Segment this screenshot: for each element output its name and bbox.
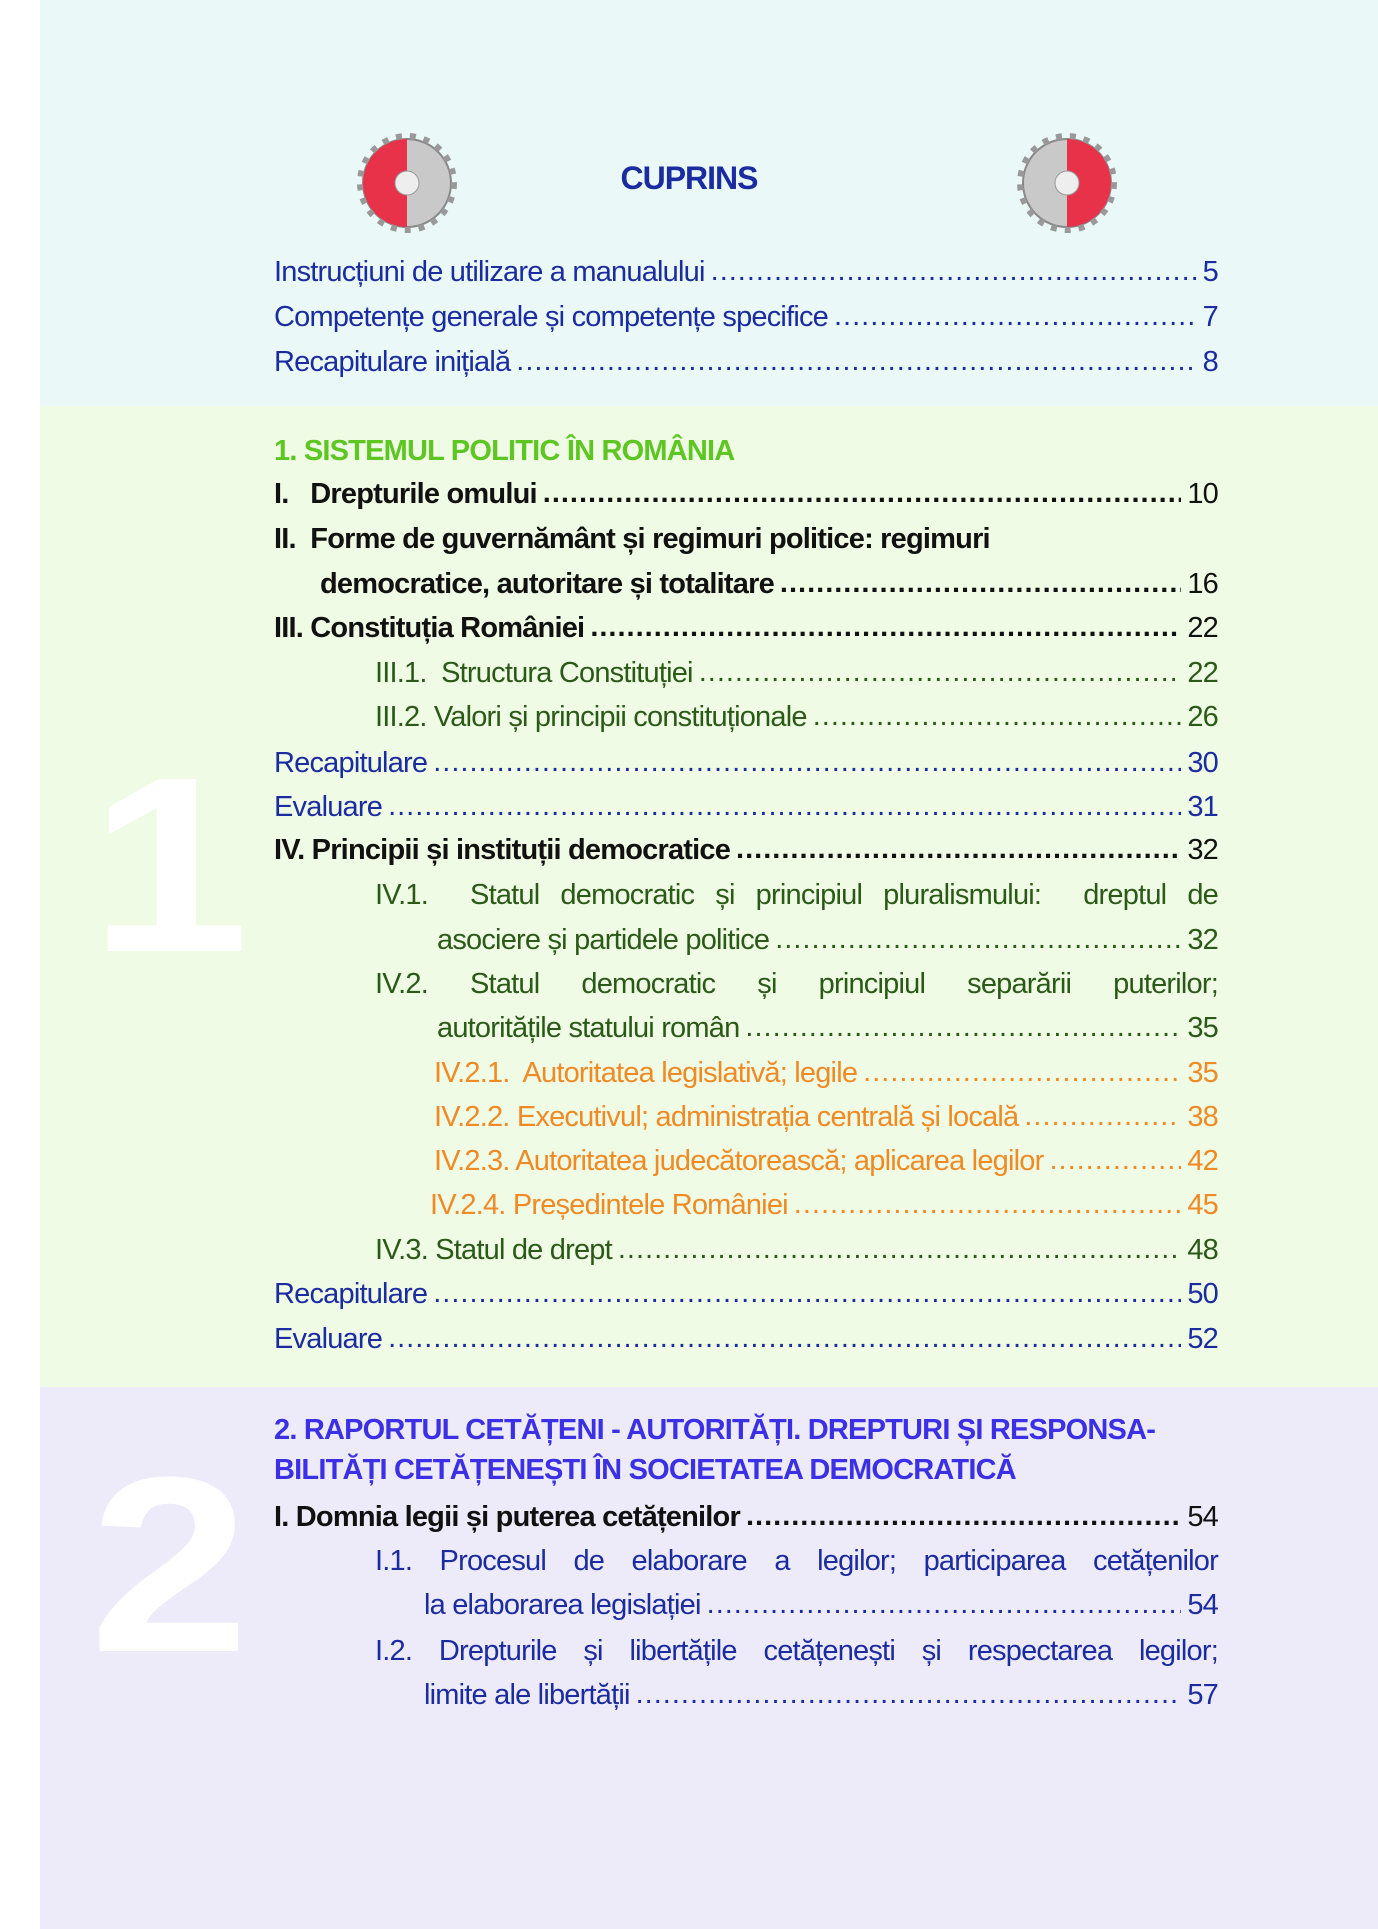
dot-leader [707, 1585, 1182, 1625]
page-number: 31 [1187, 791, 1218, 823]
entry-label: autoritățile statului român [437, 1012, 740, 1044]
dot-leader [388, 1319, 1181, 1359]
page-number: 5 [1202, 256, 1218, 288]
entry-label: Evaluare [274, 791, 383, 823]
toc-entry[interactable] [437, 920, 1218, 960]
toc-entry[interactable] [274, 1319, 1218, 1359]
entry-label: Competențe generale și competențe specifice [274, 301, 828, 333]
toc-entry[interactable] [274, 252, 1218, 292]
unit2-number: 2 [89, 1425, 250, 1704]
page-number: 50 [1187, 1278, 1218, 1310]
page-number: 8 [1202, 346, 1218, 378]
page-number: 54 [1187, 1501, 1218, 1533]
entry-label: IV.2.3. Autoritatea judecătorească; aplicarea legilor [434, 1145, 1044, 1177]
dot-leader [516, 342, 1196, 382]
entry-label: IV. Principii și instituții democratice [274, 834, 731, 866]
toc-entry[interactable] [375, 653, 1218, 693]
dot-leader [736, 830, 1181, 870]
toc-entry[interactable] [375, 875, 1218, 915]
entry-label: limite ale libertății [424, 1679, 630, 1711]
entry-label: IV.1. Statul democratic și principiul pluralismului: dreptul de [375, 879, 1218, 911]
unit1-number: 1 [89, 725, 250, 1004]
page-number: 10 [1187, 478, 1218, 510]
toc-entry[interactable] [375, 964, 1218, 1004]
entry-label: IV.3. Statul de drept [375, 1234, 612, 1266]
entry-label: IV.2. Statul democratic și principiul separării puterilor; [375, 968, 1218, 1000]
entry-label: II. Forme de guvernământ și regimuri politice: regimuri [274, 523, 990, 555]
toc-entry[interactable] [320, 564, 1218, 604]
page-number: 45 [1187, 1189, 1218, 1221]
entry-label: asociere și partidele politice [437, 924, 770, 956]
toc-entry[interactable] [375, 1230, 1218, 1270]
heading-label: 2. RAPORTUL CETĂȚENI - AUTORITĂȚI. DREPTURI ȘI RESPONSA- [274, 1414, 1156, 1446]
toc-entry[interactable] [274, 297, 1218, 337]
toc-entry[interactable] [274, 830, 1218, 870]
entry-label: III.2. Valori și principii constituționale [375, 701, 807, 733]
dot-leader [813, 697, 1182, 737]
toc-entry[interactable] [434, 1141, 1218, 1181]
dot-leader [794, 1185, 1182, 1225]
toc-entry[interactable] [375, 697, 1218, 737]
page-number: 26 [1187, 701, 1218, 733]
dot-leader [388, 787, 1181, 827]
entry-label: IV.2.1. Autoritatea legislativă; legile [434, 1057, 858, 1089]
dot-leader [699, 653, 1182, 693]
toc-entry[interactable] [434, 1097, 1218, 1137]
entry-label: la elaborarea legislației [424, 1589, 701, 1621]
heading-label: 1. SISTEMUL POLITIC ÎN ROMÂNIA [274, 435, 735, 467]
page-number: 22 [1187, 612, 1218, 644]
page-number: 54 [1187, 1589, 1218, 1621]
toc-entry[interactable] [274, 1274, 1218, 1314]
page-number: 52 [1187, 1323, 1218, 1355]
entry-label: Recapitulare inițială [274, 346, 511, 378]
entry-label: IV.2.2. Executivul; administrația centrală și locală [434, 1101, 1019, 1133]
dot-leader [745, 1008, 1181, 1048]
toc-entry[interactable] [274, 519, 1218, 559]
heading-label: BILITĂȚI CETĂȚENEȘTI ÎN SOCIETATEA DEMOCRATICĂ [274, 1454, 1016, 1486]
page-title: CUPRINS [620, 160, 758, 196]
entry-label: IV.2.4. Președintele României [430, 1189, 788, 1221]
entry-label: Instrucțiuni de utilizare a manualului [274, 256, 705, 288]
page-number: 35 [1187, 1012, 1218, 1044]
entry-label: III.1. Structura Constituției [375, 657, 693, 689]
dot-leader [433, 1274, 1181, 1314]
page-number: 22 [1187, 657, 1218, 689]
page-number: 32 [1187, 924, 1218, 956]
dot-leader [746, 1497, 1181, 1537]
toc-entry[interactable] [274, 342, 1218, 382]
entry-label: democratice, autoritare și totalitare [320, 568, 774, 600]
dot-leader [863, 1053, 1181, 1093]
entry-label: I.1. Procesul de elaborare a legilor; participarea cetățenilor [375, 1545, 1218, 1577]
gear-puzzle-icon [1012, 128, 1122, 238]
page-number: 42 [1187, 1145, 1218, 1177]
entry-label: III. Constituția României [274, 612, 585, 644]
toc-entry[interactable] [375, 1631, 1218, 1671]
entry-label: I. Domnia legii și puterea cetățenilor [274, 1501, 740, 1533]
entry-label: Recapitulare [274, 1278, 428, 1310]
page-number: 57 [1187, 1679, 1218, 1711]
toc-entry[interactable] [274, 474, 1218, 514]
page-number: 30 [1187, 747, 1218, 779]
dot-leader [711, 252, 1197, 292]
dot-leader [1024, 1097, 1181, 1137]
unit2-heading-cont[interactable] [274, 1450, 1218, 1490]
unit1-heading[interactable] [274, 431, 1218, 471]
page-number: 32 [1187, 834, 1218, 866]
page-number: 48 [1187, 1234, 1218, 1266]
dot-leader [433, 743, 1181, 783]
toc-entry[interactable] [274, 743, 1218, 783]
dot-leader [780, 564, 1181, 604]
toc-entry[interactable] [434, 1053, 1218, 1093]
toc-entry[interactable] [424, 1585, 1218, 1625]
entry-label: Recapitulare [274, 747, 428, 779]
dot-leader [1049, 1141, 1181, 1181]
toc-entry[interactable] [430, 1185, 1218, 1225]
entry-label: I.2. Drepturile și libertățile cetățenești și respectarea legilor; [375, 1635, 1218, 1667]
toc-entry[interactable] [274, 787, 1218, 827]
dot-leader [775, 920, 1181, 960]
unit2-heading[interactable] [274, 1410, 1208, 1450]
page-number: 7 [1202, 301, 1218, 333]
toc-entry[interactable] [424, 1675, 1218, 1715]
dot-leader [636, 1675, 1182, 1715]
toc-entry[interactable] [375, 1541, 1218, 1581]
dot-leader [543, 474, 1182, 514]
dot-leader [834, 297, 1197, 337]
toc-entry[interactable] [274, 1497, 1218, 1537]
toc-entry[interactable] [437, 1008, 1218, 1048]
toc-entry[interactable] [274, 608, 1218, 648]
page-number: 35 [1187, 1057, 1218, 1089]
page-number: 38 [1187, 1101, 1218, 1133]
entry-label: Evaluare [274, 1323, 383, 1355]
dot-leader [618, 1230, 1181, 1270]
dot-leader [590, 608, 1181, 648]
entry-label: I. Drepturile omului [274, 478, 537, 510]
page-number: 16 [1187, 568, 1218, 600]
